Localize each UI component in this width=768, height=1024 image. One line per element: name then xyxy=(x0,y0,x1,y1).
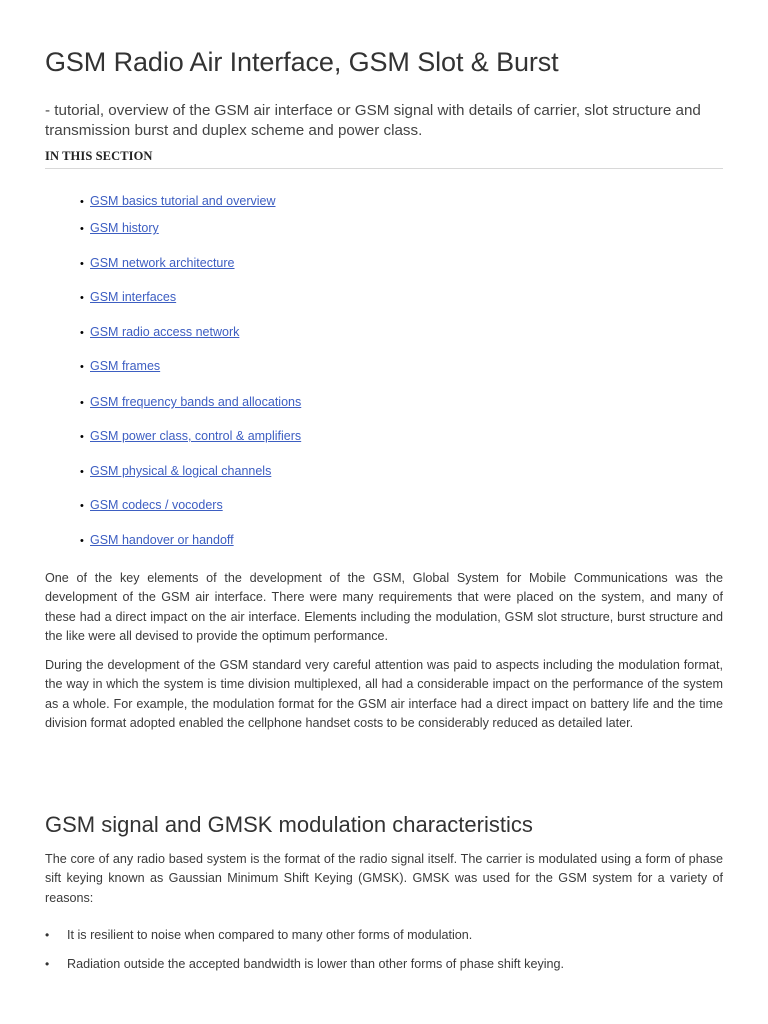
reason-text: Radiation outside the accepted bandwidth is lower than other forms of phase shift keying. xyxy=(67,957,565,971)
bullet-icon: • xyxy=(80,500,84,512)
bullet-icon: • xyxy=(80,397,84,409)
gmsk-heading: GSM signal and GMSK modulation characteristics xyxy=(45,812,533,837)
page-title: GSM Radio Air Interface, GSM Slot & Burst xyxy=(45,47,559,77)
link-frames[interactable]: GSM frames xyxy=(90,359,161,373)
list-item xyxy=(80,428,301,445)
link-interfaces[interactable]: GSM interfaces xyxy=(90,290,177,304)
bullet-icon: • xyxy=(80,361,84,373)
bullet-icon: • xyxy=(80,327,84,339)
section-divider xyxy=(45,168,723,169)
list-item xyxy=(80,497,223,514)
list-item xyxy=(80,463,271,480)
bullet-icon: • xyxy=(80,535,84,547)
list-item xyxy=(80,532,234,549)
reason-text: It is resilient to noise when compared to many other forms of modulation. xyxy=(67,928,473,942)
bullet-icon: • xyxy=(80,223,84,235)
bullet-icon: • xyxy=(80,258,84,270)
link-gsm-basics[interactable]: GSM basics tutorial and overview xyxy=(90,194,276,208)
list-item xyxy=(45,926,473,944)
page-subtitle: - tutorial, overview of the GSM air interface or GSM signal with details of carrier, slot structure and transmission burst and duplex scheme and power class. xyxy=(45,102,701,139)
list-item xyxy=(80,193,276,210)
bullet-icon: • xyxy=(45,928,50,942)
list-item xyxy=(80,220,159,237)
bullet-icon: • xyxy=(45,957,50,971)
bullet-icon: • xyxy=(80,196,84,208)
bullet-icon: • xyxy=(80,466,84,478)
link-handover[interactable]: GSM handover or handoff xyxy=(90,533,234,547)
link-codecs[interactable]: GSM codecs / vocoders xyxy=(90,498,223,512)
link-power-class[interactable]: GSM power class, control & amplifiers xyxy=(90,429,302,443)
link-network-architecture[interactable]: GSM network architecture xyxy=(90,256,235,270)
gmsk-paragraph: The core of any radio based system is the format of the radio signal itself. The carrier is modulated using a form of phase sift keying known as Gaussian Minimum Shift Keying (GMSK). GMSK was used for the GSM system for a variety of reasons: xyxy=(45,852,723,905)
link-frequency-bands[interactable]: GSM frequency bands and allocations xyxy=(90,395,302,409)
list-item xyxy=(80,255,235,272)
link-channels[interactable]: GSM physical & logical channels xyxy=(90,464,272,478)
list-item xyxy=(80,324,239,341)
intro-paragraph-2: During the development of the GSM standard very careful attention was paid to aspects including the modulation format, the way in which the system is time division multiplexed, all had a considerable impact on the performance of the system as a whole. For example, the modulation format for the GSM air interface had a direct impact on battery life and the time division format adopted enabled the cellphone handset costs to be considerably reduced as detailed later. xyxy=(45,658,723,730)
section-label: IN THIS SECTION xyxy=(45,149,153,163)
bullet-icon: • xyxy=(80,292,84,304)
link-gsm-history[interactable]: GSM history xyxy=(90,221,159,235)
list-item xyxy=(80,394,301,411)
link-radio-access-network[interactable]: GSM radio access network xyxy=(90,325,240,339)
list-item xyxy=(80,289,176,306)
list-item xyxy=(80,358,160,375)
list-item xyxy=(45,955,565,973)
intro-paragraph-1: One of the key elements of the development of the GSM, Global System for Mobile Communications was the development of the GSM air interface. There were many requirements that were placed on the system, and many of these had a direct impact on the air interface. Elements including the modulation, GSM slot structure, burst structure and the like were all devised to provide the optimum performance. xyxy=(45,571,723,643)
bullet-icon: • xyxy=(80,431,84,443)
